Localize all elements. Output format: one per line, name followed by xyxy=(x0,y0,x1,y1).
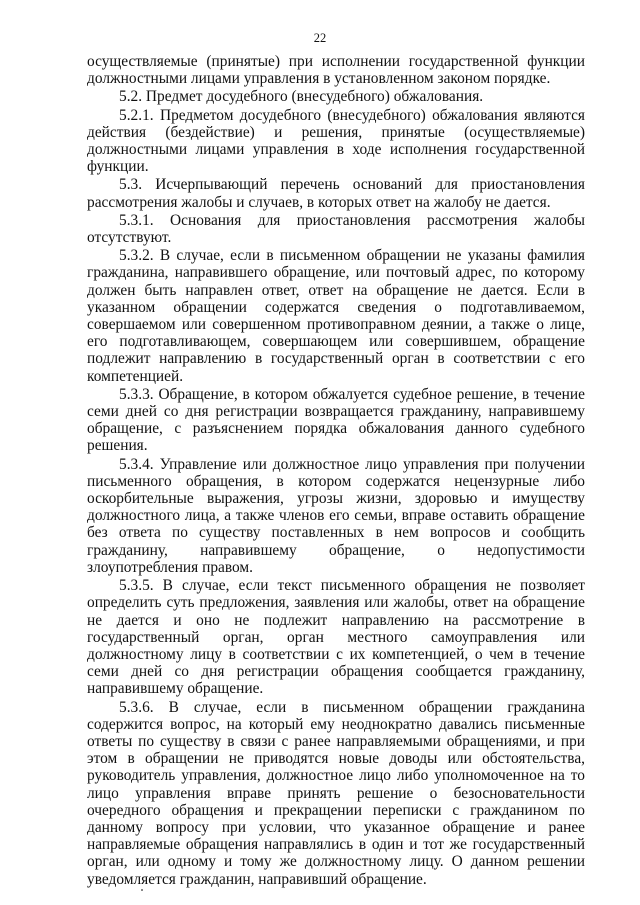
paragraph-5-3: 5.3. Исчерпывающий перечень оснований для приостановления рассмотрения жалобы и случаев, в которых ответ на жалобу не дается. xyxy=(87,176,585,211)
paragraph-5-3-6: 5.3.6. В случае, если в письменном обращении гражданина содержится вопрос, на который ему неоднократно давались письменные ответы по существу в связи с ранее направляемыми обращениями, и при этом в обращении не приводятся новые доводы или обстоятельства, руководитель управления, должностное лицо либо уполномоченное на то лицо управления вправе принять решение о безосновательности очередного обращения и прекращении переписки с гражданином по данному вопросу при условии, что указанное обращение и ранее направляемые обращения направлялись в один и тот же государственный орган, или одному и тому же должностному лицу. О данном решении уведомляется гражданин, направивший обращение. xyxy=(87,698,585,888)
paragraph-5-2-1: 5.2.1. Предметом досудебного (внесудебного) обжалования являются действия (бездействие) и решения, принятые (осуществляемые) должностными лицами управления в ходе исполнения государственной функции. xyxy=(87,106,585,176)
paragraph-5-3-5: 5.3.5. В случае, если текст письменного обращения не позволяет определить суть предложения, заявления или жалобы, ответ на обращение не дается и оно не подлежит направлению на рассмотрение в государственный орган, орган местного самоуправления или должностному лицу в соответствии с их компетенцией, о чем в течение семи дней со дня регистрации обращения сообщается гражданину, направившему обращение. xyxy=(87,577,585,698)
paragraph-5-3-2: 5.3.2. В случае, если в письменном обращении не указаны фамилия гражданина, направившего обращение, или почтовый адрес, по которому должен быть направлен ответ, ответ на обращение не дается. Если в указанном обращении содержатся сведения о подготавливаемом, совершаемом или совершенном противоправном деянии, а также о лице, его подготавливающем, совершающем или совершившем, обращение подлежит направлению в государственный орган в соответствии с его компетенцией. xyxy=(87,247,585,385)
page-number: 22 xyxy=(313,31,327,45)
scan-speck xyxy=(141,889,143,891)
paragraph-5-3-4: 5.3.4. Управление или должностное лицо управления при получении письменного обращения, в котором содержатся нецензурные либо оскорбительные выражения, угрозы жизни, здоровью и имуществу должностного лица, а также членов его семьи, вправе оставить обращение без ответа по существу поставленных в нем вопросов и сообщить гражданину, направившему обращение, о недопустимости злоупотребления правом. xyxy=(87,455,585,576)
paragraph-5-3-1: 5.3.1. Основания для приостановления рассмотрения жалобы отсутствуют. xyxy=(87,211,585,247)
document-body xyxy=(87,53,585,889)
paragraph-continuation: осуществляемые (принятые) при исполнении государственной функции должностными лицами управления в установленном законом порядке. xyxy=(87,53,585,88)
paragraph-5-3-3: 5.3.3. Обращение, в котором обжалуется судебное решение, в течение семи дней со дня регистрации возвращается гражданину, направившему обращение, с разъяснением порядка обжалования данного судебного решения. xyxy=(87,385,585,455)
paragraph-5-2: 5.2. Предмет досудебного (внесудебного) обжалования. xyxy=(119,88,484,106)
